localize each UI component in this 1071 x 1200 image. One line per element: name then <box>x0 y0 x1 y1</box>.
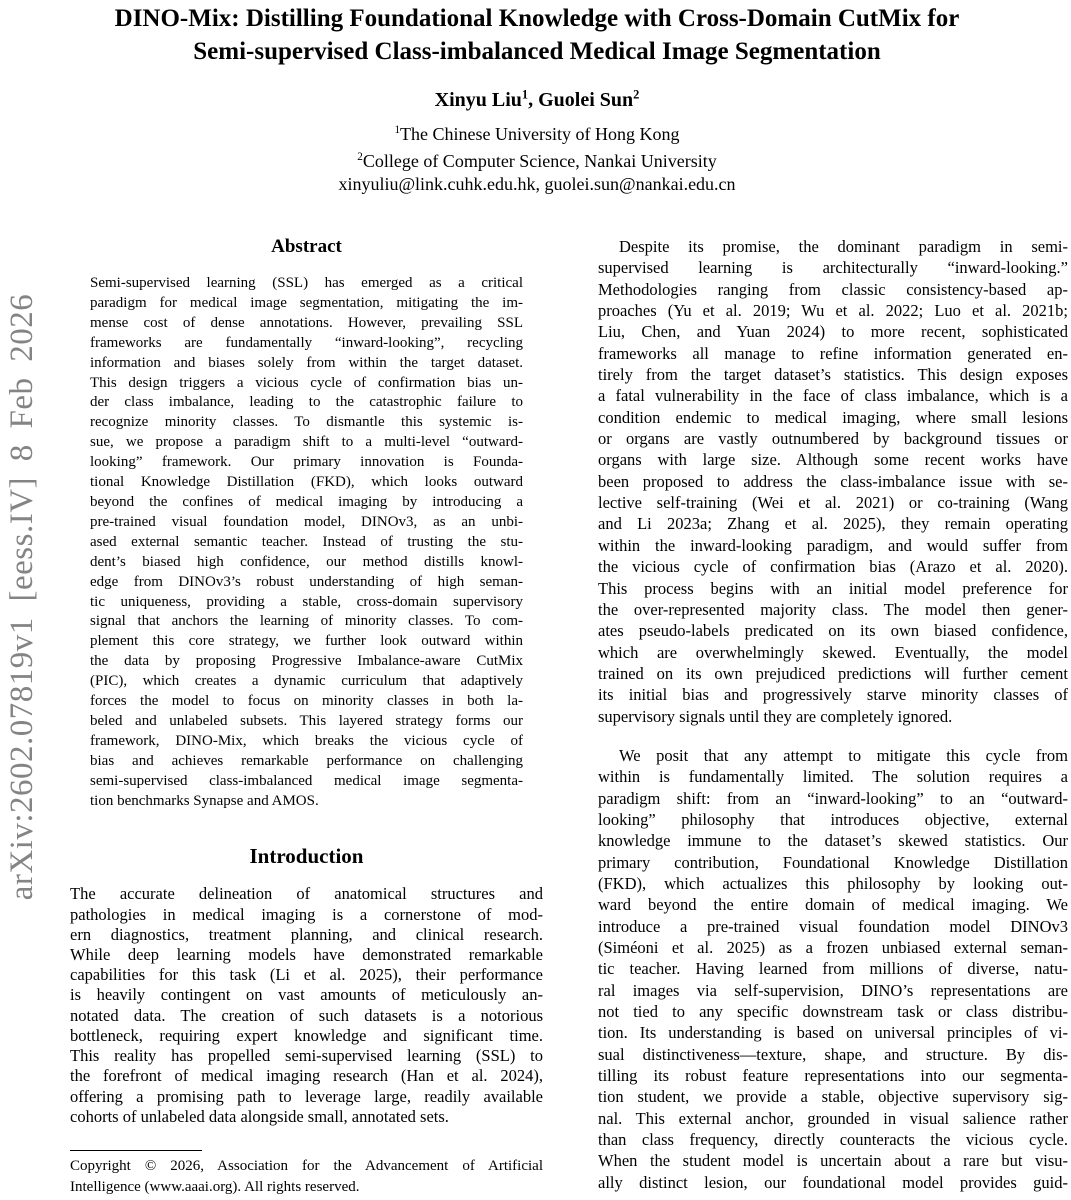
text-line: tilling its robust feature representations into our segmenta- <box>598 1066 1068 1086</box>
copyright-footnote-text <box>70 1156 543 1197</box>
left-column <box>70 237 543 1127</box>
text-line: ward beyond the entire domain of medical imaging. We <box>598 895 1068 915</box>
text-line: tic uniqueness, providing a stable, cross-domain supervisory <box>90 593 523 610</box>
text-line: capabilities for this task (Li et al. 2025), their performance <box>70 965 543 985</box>
author-2 <box>538 89 639 111</box>
text-line: tion student, we provide a stable, objective supervisory sig- <box>598 1087 1068 1107</box>
text-line: condition endemic to medical imaging, where small lesions <box>598 407 1068 427</box>
text-line: tion benchmarks Synapse and AMOS. <box>90 792 319 809</box>
text-line: supervised learning is architecturally “inward-looking.” <box>598 258 1068 278</box>
abstract-heading: Abstract <box>271 236 342 257</box>
text-line: frameworks all manage to refine information generated en- <box>598 343 1068 363</box>
text-line: plement this core strategy, we further look outward within <box>90 633 523 650</box>
text-line: information and biases solely from within the target dataset. <box>90 354 523 371</box>
text-line: the forefront of medical imaging research (Han et al. 2024), <box>70 1066 543 1086</box>
text-line: nal. This external anchor, grounded in visual salience rather <box>598 1108 1068 1128</box>
text-line: pathologies in medical imaging is a cornerstone of mod- <box>70 904 543 924</box>
affiliation-2-marker: 2 <box>357 150 363 163</box>
text-line: its initial bias and progressively starve minority classes of <box>598 685 1068 705</box>
text-line: ased external semantic teacher. Instead of trusting the stu- <box>90 533 523 550</box>
text-line: edge from DINOv3’s robust understanding of high seman- <box>90 573 523 590</box>
text-line: supervisory signals until they are completely ignored. <box>598 706 953 726</box>
paper-title-line-1: DINO-Mix: Distilling Foundational Knowledge with Cross-Domain CutMix for <box>114 5 960 32</box>
footnote-rule <box>70 1150 202 1151</box>
copyright-footnote <box>70 1150 543 1197</box>
text-line: bias and achieves remarkable performance on challenging <box>90 752 523 769</box>
text-line: (FKD), which actualizes this philosophy by looking out- <box>598 873 1068 893</box>
text-line: This reality has propelled semi-supervised learning (SSL) to <box>70 1046 543 1066</box>
text-line: pre-trained visual foundation model, DINOv3, as an unbi- <box>90 513 523 530</box>
text-line: dent’s biased high confidence, our method distills knowl- <box>90 553 523 570</box>
text-line: lective self-training (Wei et al. 2021) or co-training (Wang <box>598 493 1068 513</box>
paper-header <box>37 2 1037 196</box>
author-2-affiliation-marker: 2 <box>633 87 640 101</box>
text-line: Copyright © 2026, Association for the Advancement of Artificial <box>70 1158 543 1174</box>
introduction-paragraph <box>70 884 543 1126</box>
text-line: the over-represented majority class. The model then gener- <box>598 599 1068 619</box>
text-line: is heavily contingent on vast amounts of meticulously an- <box>70 985 543 1005</box>
author-1-affiliation-marker: 1 <box>521 87 529 101</box>
text-line: tic teacher. Having learned from millions of diverse, natu- <box>598 959 1068 979</box>
text-line: which are overwhelmingly skewed. Eventually, the model <box>598 642 1068 662</box>
text-line: tion. Its understanding is based on universal principles of vi- <box>598 1023 1068 1043</box>
arxiv-watermark: arXiv:2602.07819v1 [eess.IV] 8 Feb 2026 <box>4 293 40 901</box>
text-line: cohorts of unlabeled data alongside small, annotated sets. <box>70 1106 449 1126</box>
right-column-paragraph-1 <box>598 236 1068 727</box>
text-line: looking” framework. Our primary innovation is Founda- <box>90 454 523 471</box>
text-line: Semi-supervised learning (SSL) has emerged as a critical <box>90 275 523 291</box>
text-line: sue, we propose a paradigm shift to a multi-level “outward- <box>90 434 523 451</box>
text-line: paradigm for medical image segmentation, mitigating the im- <box>90 294 523 311</box>
text-line: proaches (Yu et al. 2019; Wu et al. 2022; Luo et al. 2021b; <box>598 301 1068 321</box>
text-line: offering a promising path to leverage large, readily available <box>70 1086 543 1106</box>
text-line: or organs are vastly outnumbered by background tissues or <box>598 429 1068 449</box>
text-line: Intelligence (www.aaai.org). All rights reserved. <box>70 1178 360 1195</box>
text-line: semi-supervised class-imbalanced medical image segmenta- <box>90 772 523 789</box>
text-line: knowledge immune to the dataset’s skewed statistics. Our <box>598 831 1068 851</box>
introduction-heading: Introduction <box>249 844 364 869</box>
text-line: recognize minority classes. To dismantle this systemic is- <box>90 414 523 431</box>
author-1 <box>435 89 528 111</box>
text-line: tirely from the target dataset’s statistics. This design exposes <box>598 365 1068 385</box>
text-line: (PIC), which creates a dynamic curriculum that adaptively <box>90 673 523 690</box>
text-line: Liu, Chen, and Yuan 2024) to more recent, sophisticated <box>598 322 1068 342</box>
right-column-paragraph-2 <box>598 745 1068 1193</box>
affiliation-2-text: College of Computer Science, Nankai University <box>362 150 717 171</box>
text-line: Methodologies ranging from classic consistency-based ap- <box>598 279 1068 299</box>
text-line: and Li 2023a; Zhang et al. 2025), they remain operating <box>598 514 1068 534</box>
email-line: xinyuliu@link.cuhk.edu.hk, guolei.sun@nankai.edu.cn <box>338 173 736 194</box>
text-line: This process begins with an initial model preference for <box>598 578 1068 598</box>
text-line: bottleneck, requiring expert knowledge and significant time. <box>70 1025 543 1045</box>
text-line: beled and unlabeled subsets. This layered strategy forms our <box>90 712 523 729</box>
text-line: trained on its own prejudiced predictions will further cement <box>598 663 1068 683</box>
text-line: ern diagnostics, treatment planning, and clinical research. <box>70 924 543 944</box>
text-line: While deep learning models have demonstrated remarkable <box>70 945 543 965</box>
text-line: than class frequency, directly counteracts the vicious cycle. <box>598 1130 1068 1150</box>
text-line: We posit that any attempt to mitigate this cycle from <box>619 745 1068 765</box>
affiliation-1-text: The Chinese University of Hong Kong <box>400 123 680 144</box>
author-1-name: Xinyu Liu <box>434 88 522 111</box>
abstract-paragraph <box>70 274 543 811</box>
text-line: mense cost of dense annotations. However, prevailing SSL <box>90 314 523 331</box>
text-line: ates pseudo-labels predicated on its own biased confidence, <box>598 621 1068 641</box>
text-line: When the student model is uncertain about a rare but visu- <box>598 1151 1068 1171</box>
text-line: the vicious cycle of confirmation bias (Arazo et al. 2020). <box>598 557 1068 577</box>
text-line: looking” philosophy that introduces objective, external <box>598 809 1068 829</box>
authors-line <box>37 82 1037 112</box>
text-line: tional Knowledge Distillation (FKD), which looks outward <box>90 474 523 491</box>
text-line: been proposed to address the class-imbalance issue with se- <box>598 471 1068 491</box>
text-line: a fatal vulnerability in the face of class imbalance, which is a <box>598 386 1068 406</box>
text-line: notated data. The creation of such datasets is a notorious <box>70 1005 543 1025</box>
affiliations-block <box>37 119 1037 196</box>
paper-title-line-2: Semi-supervised Class-imbalanced Medical Image Segmentation <box>193 38 881 65</box>
paper-title <box>37 2 1037 68</box>
text-line: primary contribution, Foundational Knowledge Distillation <box>598 852 1068 872</box>
text-line: signal that anchors the learning of minority classes. To com- <box>90 613 523 630</box>
text-line: (Siméoni et al. 2025) as a frozen unbiased external seman- <box>598 938 1068 957</box>
text-line: organs with large size. Although some recent works have <box>598 450 1068 470</box>
author-2-name: Guolei Sun <box>538 88 634 111</box>
text-line: framework, DINO-Mix, which breaks the vicious cycle of <box>90 732 523 749</box>
text-line: This design triggers a vicious cycle of confirmation bias un- <box>90 374 523 391</box>
affiliation-line-2 <box>37 146 1037 173</box>
text-line: sual distinctiveness—texture, shape, and structure. By dis- <box>598 1044 1068 1064</box>
text-line: within is fundamentally limited. The solution requires a <box>598 767 1068 787</box>
text-line: introduce a pre-trained visual foundation model DINOv3 <box>598 916 1068 936</box>
right-column <box>598 236 1068 1193</box>
text-line: ral images via self-supervision, DINO’s representations are <box>598 980 1068 1000</box>
affiliation-1-marker: 1 <box>394 123 401 136</box>
affiliation-line-1 <box>37 119 1037 146</box>
text-line: der class imbalance, leading to the catastrophic failure to <box>90 394 523 411</box>
text-line: ally distinct lesion, our foundational model provides guid- <box>598 1172 1068 1192</box>
text-line: the data by proposing Progressive Imbalance-aware CutMix <box>90 653 523 670</box>
author-separator: , <box>528 88 539 111</box>
text-line: frameworks are fundamentally “inward-looking”, recycling <box>90 334 523 351</box>
text-line: not tied to any specific downstream task or class distribu- <box>598 1002 1068 1022</box>
text-line: forces the model to focus on minority classes in both la- <box>90 693 523 710</box>
text-line: beyond the confines of medical imaging by introducing a <box>90 493 523 510</box>
text-line: The accurate delineation of anatomical structures and <box>70 884 543 904</box>
text-line: within the inward-looking paradigm, and would suffer from <box>598 535 1068 555</box>
text-line: paradigm shift: from an “inward-looking” to an “outward- <box>598 788 1068 808</box>
text-line: Despite its promise, the dominant paradigm in semi- <box>619 237 1068 256</box>
